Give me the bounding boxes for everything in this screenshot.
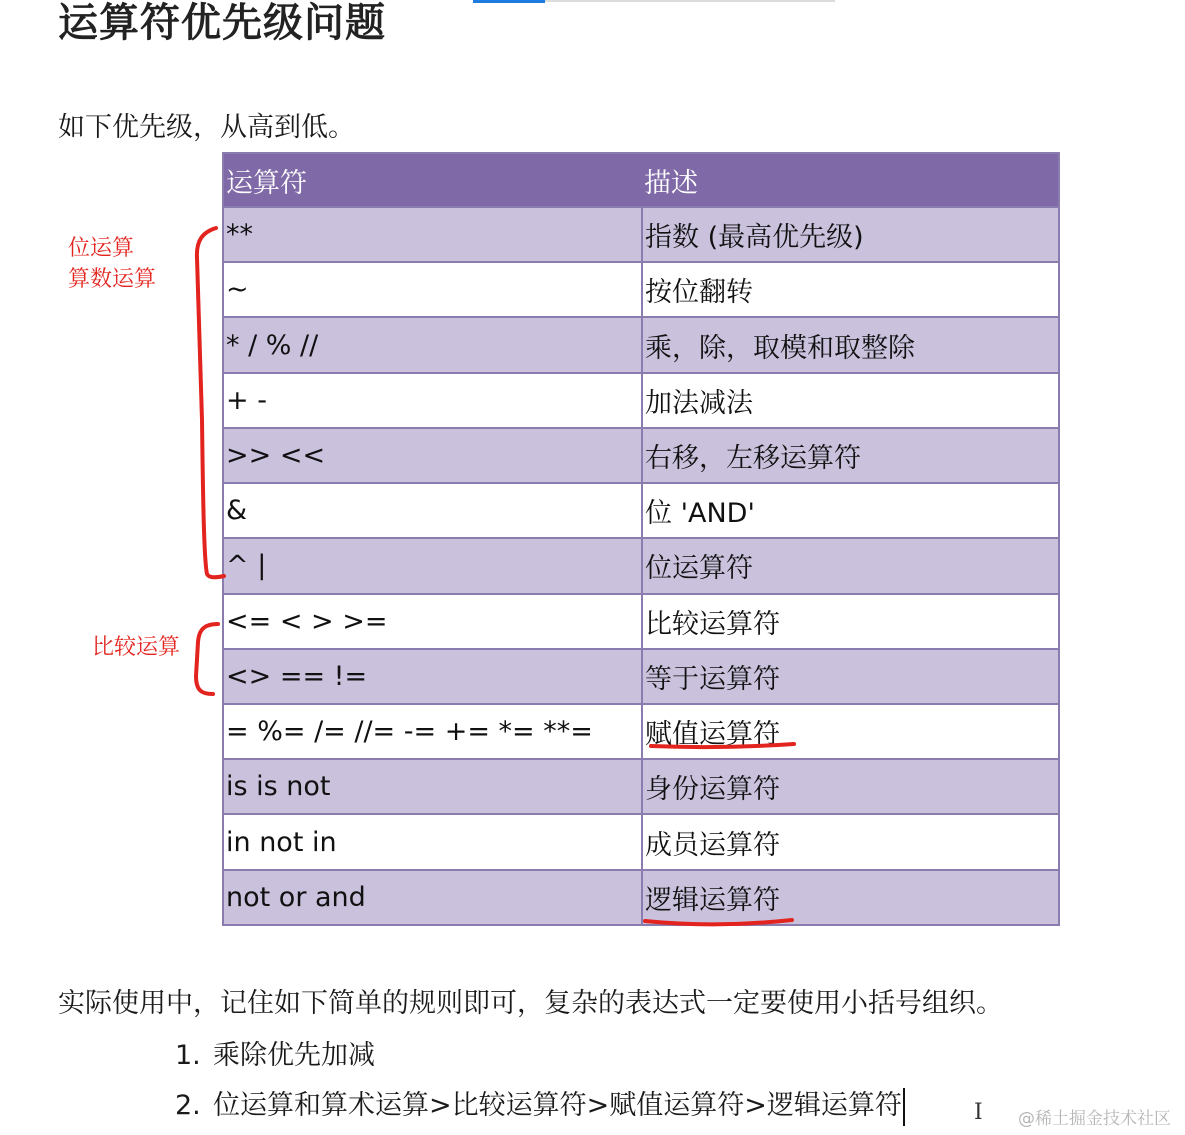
description-cell: 乘，除，取模和取整除 xyxy=(642,317,1059,372)
operator-cell: ~ xyxy=(223,262,642,317)
operator-cell: not or and xyxy=(223,870,642,925)
description-cell: 成员运算符 xyxy=(642,814,1059,869)
rule-number: 2. xyxy=(175,1090,201,1121)
operator-cell: & xyxy=(223,483,642,538)
operator-cell: = %= /= //= -= += *= **= xyxy=(223,704,642,759)
annotation-line: 位运算 xyxy=(68,236,135,261)
rule-text: 乘除优先加减 xyxy=(213,1040,375,1071)
header-operator: 运算符 xyxy=(223,153,642,207)
rule-item xyxy=(175,1036,375,1076)
operator-cell: in not in xyxy=(223,814,642,869)
left-brace-comparison xyxy=(196,624,218,694)
description-cell: 位 'AND' xyxy=(642,483,1059,538)
rule-item xyxy=(175,1086,905,1126)
text-cursor xyxy=(903,1088,905,1126)
rule-number: 1. xyxy=(175,1040,201,1071)
ibeam-cursor-icon: I xyxy=(974,1100,983,1125)
operator-cell: ^ | xyxy=(223,538,642,593)
left-brace-bitwise-arith xyxy=(197,228,224,577)
description-cell: 赋值运算符 xyxy=(642,704,1059,759)
description-cell: 按位翻转 xyxy=(642,262,1059,317)
operator-cell: + - xyxy=(223,373,642,428)
annotation-line: 算数运算 xyxy=(68,267,157,292)
description-cell: 右移，左移运算符 xyxy=(642,428,1059,483)
intro-text: 如下优先级，从高到低。 xyxy=(58,112,355,143)
operator-cell: * / % // xyxy=(223,317,642,372)
operator-cell: ** xyxy=(223,207,642,262)
description-cell: 加法减法 xyxy=(642,373,1059,428)
operator-cell: <> == != xyxy=(223,649,642,704)
page-title: 运算符优先级问题 xyxy=(58,0,386,46)
underline-logical xyxy=(645,920,792,924)
operator-cell: <= < > >= xyxy=(223,594,642,649)
description-cell: 位运算符 xyxy=(642,538,1059,593)
summary-text: 实际使用中，记住如下简单的规则即可，复杂的表达式一定要使用小括号组织。 xyxy=(58,988,1003,1019)
header-description: 描述 xyxy=(642,153,1059,207)
underline-assignment xyxy=(651,744,794,747)
description-cell: 等于运算符 xyxy=(642,649,1059,704)
description-cell: 身份运算符 xyxy=(642,759,1059,814)
operator-cell: >> << xyxy=(223,428,642,483)
watermark: @稀土掘金技术社区 xyxy=(1018,1109,1171,1129)
description-cell: 逻辑运算符 xyxy=(642,870,1059,925)
description-cell: 指数 (最高优先级) xyxy=(642,207,1059,262)
operator-cell: is is not xyxy=(223,759,642,814)
rule-text: 位运算和算术运算>比较运算符>赋值运算符>逻辑运算符 xyxy=(213,1090,902,1121)
description-cell: 比较运算符 xyxy=(642,594,1059,649)
comparison-annotation: 比较运算 xyxy=(92,635,181,660)
